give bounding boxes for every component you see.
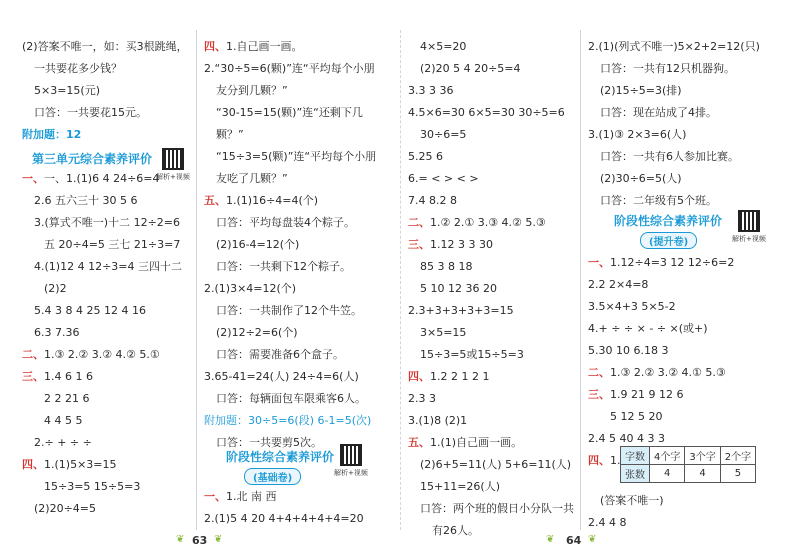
- table-cell: 2个字: [720, 447, 755, 465]
- c1-l3: 5×3=15(元): [34, 84, 101, 97]
- c2-l22: 一、1.北 南 西: [204, 490, 277, 503]
- table-cell: 字数: [621, 447, 650, 465]
- c2-l23: 2.(1)5 4 20 4+4+4+4+4=20: [204, 512, 364, 525]
- c2-l11: 口答：一共剩下12个粽子。: [216, 260, 351, 273]
- c4-l12: 2.2 2×4=8: [588, 278, 649, 291]
- c3-l17: 2.3 3: [408, 392, 436, 405]
- c2-l6: “15÷3=5(颗)”连“平均每个小朋: [216, 150, 377, 163]
- divider-2: [400, 30, 401, 530]
- c2-l2: 2.“30÷5=6(颗)”连“平均每个小朋: [204, 62, 375, 75]
- c4-l11: 一、1.12÷4=3 12 12÷6=2: [588, 256, 735, 269]
- qr-code-1[interactable]: [162, 148, 184, 170]
- qr-code-3[interactable]: [738, 210, 760, 232]
- c4-l6: 口答：一共有6人参加比赛。: [600, 150, 739, 163]
- c4-l2: 口答：一共有12只机器狗。: [600, 62, 735, 75]
- c1-l19: 四、1.(1)5×3=15: [22, 458, 117, 471]
- stage-adv-sub: (提升卷): [640, 232, 697, 249]
- divider-3: [580, 30, 581, 530]
- c3-l14: 3×5=15: [420, 326, 467, 339]
- table-cell: 3个字: [685, 447, 720, 465]
- c4-l15: 5.30 10 6.18 3: [588, 344, 669, 357]
- stage-basic-sub: (基础卷): [244, 468, 301, 485]
- c3-l21: 15+11=26(人): [420, 480, 501, 493]
- c3-l3: 3.3 3 36: [408, 84, 454, 97]
- c3-l16: 四、1.2 2 1 2 1: [408, 370, 490, 383]
- c1-l17: 4 4 5 5: [44, 414, 83, 427]
- c4-l21: (答案不唯一): [600, 494, 664, 507]
- c3-l20: (2)6+5=11(人) 5+6=11(人): [420, 458, 572, 471]
- stage-adv-title: 阶段性综合素养评价: [614, 214, 723, 228]
- c1-l15: 三、1.4 6 1 6: [22, 370, 93, 383]
- c3-l11: 85 3 8 18: [420, 260, 473, 273]
- c2-l3: 友分到几颗？”: [216, 84, 288, 97]
- c1-addon: 附加题：12: [22, 128, 82, 141]
- c1-l2: 一共要花多少钱？: [34, 62, 122, 75]
- page-number-left: 63: [192, 534, 208, 547]
- c2-l12: 2.(1)3×4=12(个): [204, 282, 297, 295]
- c2-l14: (2)12÷2=6(个): [216, 326, 298, 339]
- c4-l4: 口答：现在站成了4排。: [600, 106, 717, 119]
- c1-l13: 6.3 7.36: [34, 326, 80, 339]
- c3-l1: 4×5=20: [420, 40, 467, 53]
- c3-l22: 口答：两个班的假日小分队一共: [420, 502, 574, 515]
- table-row: [621, 447, 756, 465]
- c1-l18: 2.÷ + ÷ ÷: [34, 436, 92, 449]
- divider-1: [196, 30, 197, 530]
- c2-l10: (2)16-4=12(个): [216, 238, 300, 251]
- c4-l18: 5 12 5 20: [610, 410, 663, 423]
- table-cell: 张数: [621, 465, 650, 483]
- leaf-icon: ❦: [214, 534, 223, 545]
- c3-l18: 3.(1)8 (2)1: [408, 414, 468, 427]
- c1-l10: 4.(1)12 4 12÷3=4 三四十二: [34, 260, 182, 273]
- c4-l16: 二、1.③ 2.② 3.② 4.① 5.③: [588, 366, 726, 379]
- c4-l14: 4.+ ÷ ÷ × - ÷ ×(或+): [588, 322, 708, 335]
- c3-l10: 三、1.12 3 3 30: [408, 238, 493, 251]
- table-cell: 4: [685, 465, 720, 483]
- leaf-icon: ❦: [546, 534, 555, 545]
- page-number-right: 64: [566, 534, 582, 547]
- c2-l1: 四、1.自己画一画。: [204, 40, 303, 53]
- c3-l7: 6.= < > < >: [408, 172, 479, 185]
- c3-l13: 2.3+3+3+3+3=15: [408, 304, 514, 317]
- answer-table: [620, 446, 756, 483]
- c4-l22: 2.4 4 8: [588, 516, 627, 529]
- c1-l11: (2)2: [44, 282, 67, 295]
- c3-l12: 5 10 12 36 20: [420, 282, 497, 295]
- c2-l5: 颗？”: [216, 128, 244, 141]
- c2-l7: 友吃了几颗？”: [216, 172, 288, 185]
- leaf-icon: ❦: [588, 534, 597, 545]
- c2-l17: 口答：每辆面包车限乘客6人。: [216, 392, 366, 405]
- qr-caption-1: 解析+视频: [156, 173, 190, 181]
- c3-l4: 4.5×6=30 6×5=30 30÷5=6: [408, 106, 565, 119]
- c4-l8: 口答：二年级有5个班。: [600, 194, 717, 207]
- c2-l16: 3.65-41=24(人) 24÷4=6(人): [204, 370, 359, 383]
- c2-l8: 五、1.(1)16÷4=4(个): [204, 194, 319, 207]
- c4-l1: 2.(1)(列式不唯一)5×2+2=12(只): [588, 40, 760, 53]
- c1-l4: 口答：一共要花15元。: [34, 106, 147, 119]
- c4-l5: 3.(1)③ 2×3=6(人): [588, 128, 687, 141]
- stage-basic-title: 阶段性综合素养评价: [226, 450, 335, 464]
- c1-l20: 15÷3=5 15÷5=3: [44, 480, 141, 493]
- c3-l2: (2)20 5 4 20÷5=4: [420, 62, 521, 75]
- c4-l20: 四、1.: [588, 454, 621, 467]
- c2-l13: 口答：一共制作了12个牛笠。: [216, 304, 362, 317]
- table-cell: 4: [650, 465, 685, 483]
- qr-caption-3: 解析+视频: [732, 235, 766, 243]
- table-cell: 4个字: [650, 447, 685, 465]
- c4-l3: (2)15÷5=3(排): [600, 84, 682, 97]
- c3-l19: 五、1.(1)自己画一画。: [408, 436, 523, 449]
- c3-l5: 30÷6=5: [420, 128, 467, 141]
- table-row: [621, 465, 756, 483]
- qr-caption-2: 解析+视频: [334, 469, 368, 477]
- c2-addon: 附加题：30÷5=6(段) 6-1=5(次): [204, 414, 372, 427]
- c2-l15: 口答：需要准备6个盒子。: [216, 348, 344, 361]
- c1-l12: 5.4 3 8 4 25 12 4 16: [34, 304, 146, 317]
- c3-l6: 5.25 6: [408, 150, 443, 163]
- c4-l13: 3.5×4+3 5×5-2: [588, 300, 676, 313]
- qr-code-2[interactable]: [340, 444, 362, 466]
- c1-l16: 2 2 21 6: [44, 392, 90, 405]
- c1-l6: 一、一、1.(1)6 4 24÷6=4: [22, 172, 160, 185]
- leaf-icon: ❦: [176, 534, 185, 545]
- unit3-title: 第三单元综合素养评价: [32, 152, 153, 166]
- c4-l19: 2.4 5 40 4 3 3: [588, 432, 665, 445]
- c1-l9: 五 20÷4=5 三七 21÷3=7: [44, 238, 181, 251]
- c2-l9: 口答：平均每盘装4个粽子。: [216, 216, 355, 229]
- c3-l15: 15÷3=5或15÷5=3: [420, 348, 524, 361]
- c1-l1: (2)答案不唯一，如：买3根跳绳，: [22, 40, 188, 53]
- c2-l19: 口答：一共要剪5次。: [216, 436, 322, 449]
- table-cell: 5: [720, 465, 755, 483]
- c4-l17: 三、1.9 21 9 12 6: [588, 388, 684, 401]
- c2-l4: “30-15=15(颗)”连“还剩下几: [216, 106, 363, 119]
- c3-l8: 7.4 8.2 8: [408, 194, 457, 207]
- c3-l23: 有26人。: [432, 524, 479, 537]
- c1-l8: 3.(算式不唯一)十二 12÷2=6: [34, 216, 181, 229]
- c3-l9: 二、1.② 2.① 3.③ 4.② 5.③: [408, 216, 546, 229]
- c1-l21: (2)20÷4=5: [34, 502, 97, 515]
- c1-l7: 2.6 五六三十 30 5 6: [34, 194, 138, 207]
- c1-l14: 二、1.③ 2.② 3.② 4.② 5.①: [22, 348, 160, 361]
- c4-l7: (2)30÷6=5(人): [600, 172, 682, 185]
